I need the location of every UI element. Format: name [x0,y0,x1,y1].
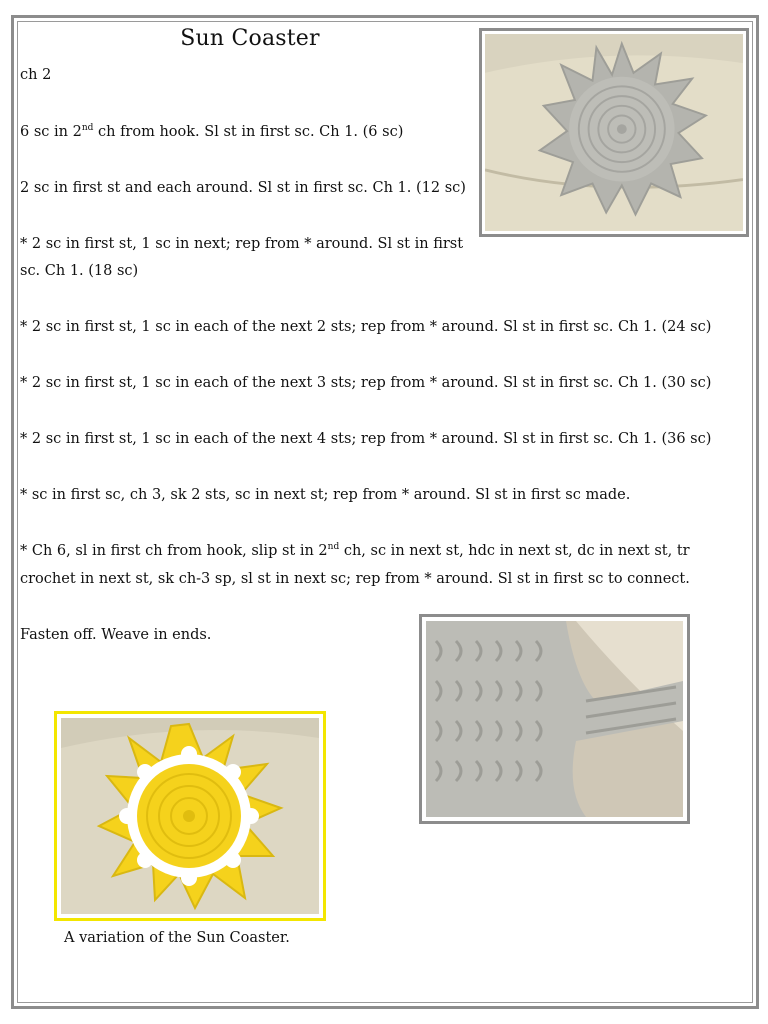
step-line: * 2 sc in first st, 1 sc in each of the next 3 sts; rep from * around. Sl st in first sc. Ch 1. (30 sc) [20,375,712,391]
step-line: * 2 sc in first st, 1 sc in each of the next 4 sts; rep from * around. Sl st in first sc. Ch 1. (36 sc) [20,431,712,447]
photo-gray-sun-coaster [479,28,749,237]
step-line: crochet in next st, sk ch-3 sp, sl st in next sc; rep from * around. Sl st in first sc to connect. [20,571,690,587]
step-line: ch 2 [20,67,52,83]
photo-stitch-closeup [419,614,690,824]
page-title: Sun Coaster [180,26,320,51]
step-line: Fasten off. Weave in ends. [20,627,212,643]
step-line: 6 sc in 2nd ch from hook. Sl st in first sc. Ch 1. (6 sc) [20,123,404,140]
step-line: * 2 sc in first st, 1 sc in each of the next 2 sts; rep from * around. Sl st in first sc. Ch 1. (24 sc) [20,319,712,335]
photo-yellow-sun-coaster [54,711,326,921]
photo-caption: A variation of the Sun Coaster. [64,930,290,946]
step-line: * Ch 6, sl in first ch from hook, slip st in 2nd ch, sc in next st, hdc in next st, dc in next st, tr [20,542,690,559]
step-line: * 2 sc in first st, 1 sc in next; rep from * around. Sl st in first [20,236,464,252]
step-line: 2 sc in first st and each around. Sl st in first sc. Ch 1. (12 sc) [20,180,466,196]
step-line: * sc in first sc, ch 3, sk 2 sts, sc in next st; rep from * around. Sl st in first sc made. [20,487,631,503]
step-line: sc. Ch 1. (18 sc) [20,263,139,279]
